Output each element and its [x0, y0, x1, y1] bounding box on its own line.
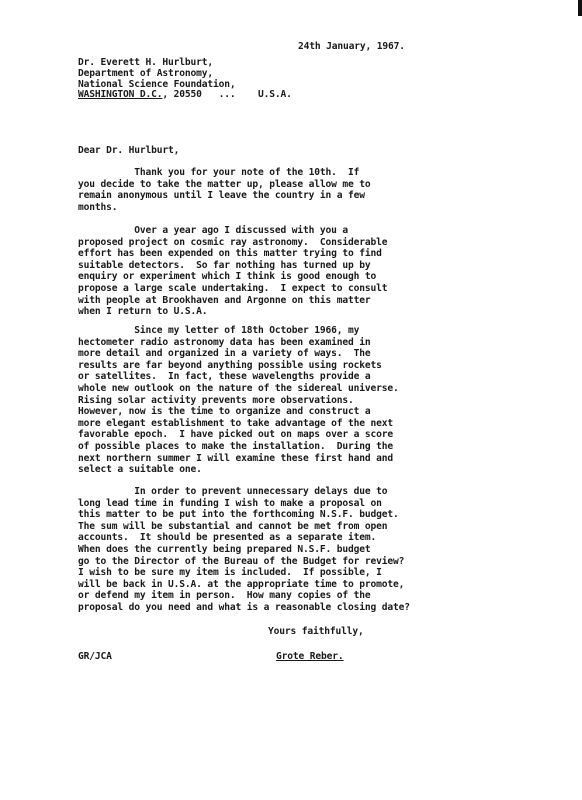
paragraph-line: go to the Director of the Bureau of the Budget for review?: [78, 555, 405, 567]
paragraph-1: [78, 167, 488, 213]
paragraph-2: [78, 225, 488, 318]
signature: Grote Reber.: [276, 651, 344, 662]
paragraph-3: [78, 325, 488, 476]
paragraph-line: enquiry or experiment which I think is good enough to: [78, 271, 377, 283]
paragraph-line: Rising solar activity prevents more observations.: [78, 394, 354, 406]
paragraph-line: However, now is the time to organize and construct a: [78, 406, 371, 418]
paragraph-line: Since my letter of 18th October 1966, my: [78, 325, 360, 336]
paragraph-line: proposed project on cosmic ray astronomy. Considerable: [78, 236, 388, 248]
paragraph-line: months.: [78, 201, 118, 213]
paragraph-line: propose a large scale undertaking. I expect to consult: [78, 282, 388, 294]
paragraph-line: long lead time in funding I wish to make a proposal on: [78, 497, 382, 509]
paragraph-4: [78, 486, 488, 614]
paragraph-line: hectometer radio astronomy data has been examined in: [78, 336, 371, 348]
paragraph-line: will be back in U.S.A. at the appropriate time to promote,: [78, 578, 405, 590]
paragraph-line: next northern summer I will examine these first hand and: [78, 452, 394, 464]
paragraph-line: results are far beyond anything possible using rockets: [78, 359, 382, 371]
paragraph-line: When does the currently being prepared N.S.F. budget: [78, 543, 371, 555]
paragraph-line: accounts. It should be presented as a separate item.: [78, 532, 377, 544]
paragraph-line: this matter to be put into the forthcoming N.S.F. budget.: [78, 509, 399, 521]
paragraph-line: Over a year ago I discussed with you a: [78, 225, 349, 236]
paragraph-line: proposal do you need and what is a reasonable closing date?: [78, 601, 410, 613]
paragraph-line: of possible places to make the installation. During the: [78, 440, 394, 452]
recipient-line: Dr. Everett H. Hurlburt,: [78, 57, 214, 68]
paragraph-line: The sum will be substantial and cannot be met from open: [78, 520, 388, 532]
paragraph-line: I wish to be sure my item is included. If possible, I: [78, 567, 382, 579]
recipient-line: National Science Foundation,: [78, 78, 236, 90]
recipient-city-line: [78, 90, 292, 101]
paragraph-line: whole new outlook on the nature of the sidereal universe.: [78, 382, 399, 394]
recipient-city-rest: , 20550 ... U.S.A.: [162, 89, 292, 101]
typist-initials: GR/JCA: [78, 651, 112, 662]
salutation: Dear Dr. Hurlburt,: [78, 145, 180, 156]
recipient-address: [78, 58, 292, 101]
paragraph-line: you decide to take the matter up, please allow me to: [78, 178, 371, 190]
letter-date: 24th January, 1967.: [298, 41, 405, 52]
recipient-city: WASHINGTON D.C.: [78, 89, 163, 101]
paragraph-line: effort has been expended on this matter trying to find: [78, 248, 382, 260]
paragraph-line: with people at Brookhaven and Argonne on this matter: [78, 294, 371, 306]
paragraph-line: when I return to U.S.A.: [78, 306, 208, 318]
paragraph-line: remain anonymous until I leave the country in a few: [78, 190, 365, 202]
paragraph-line: favorable epoch. I have picked out on maps over a score: [78, 429, 394, 441]
paragraph-line: or defend my item in person. How many copies of the: [78, 590, 371, 602]
paragraph-line: more elegant establishment to take advantage of the next: [78, 417, 394, 429]
paragraph-line: more detail and organized in a variety of ways. The: [78, 348, 371, 360]
paragraph-line: Thank you for your note of the 10th. If: [78, 167, 360, 178]
paragraph-line: In order to prevent unnecessary delays due to: [78, 486, 388, 497]
scan-edge-mark: [578, 0, 582, 16]
paragraph-line: select a suitable one.: [78, 464, 202, 476]
closing: Yours faithfully,: [268, 626, 364, 637]
recipient-line: Department of Astronomy,: [78, 67, 214, 79]
paragraph-line: or satellites. In fact, these wavelengths provide a: [78, 371, 371, 383]
paragraph-line: suitable detectors. So far nothing has turned up by: [78, 259, 371, 271]
